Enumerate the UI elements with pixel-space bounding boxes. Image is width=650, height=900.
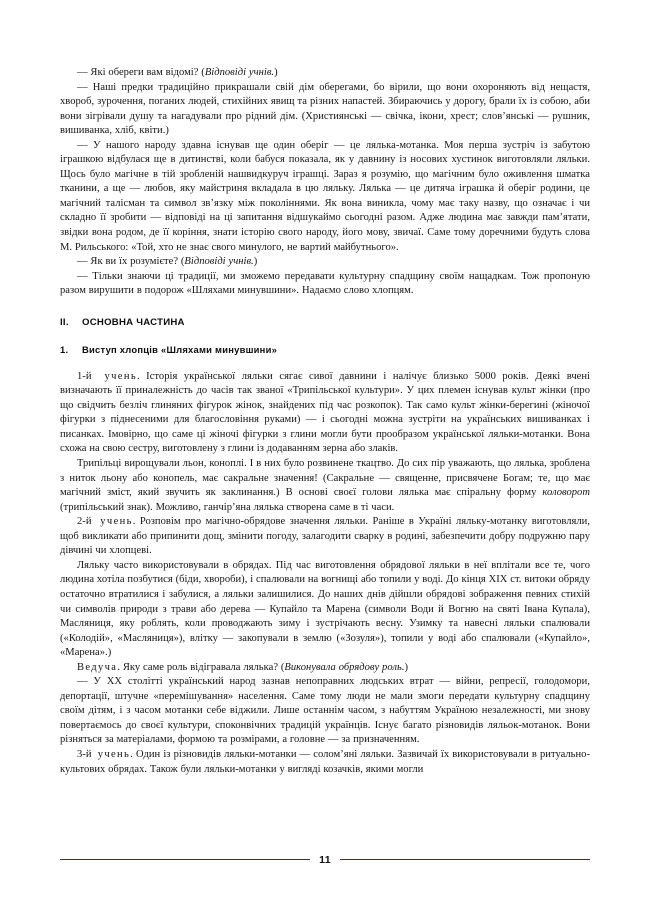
page-number: 11 — [319, 853, 331, 866]
speech-student-2 — [60, 515, 590, 559]
speech-text: Один із різновидів ляльки-мотанки — солом’яні ляльки. Зазвичай їх використовували в ритуально-культових обрядах. Також були ляльки-мотанки у вигляді козачків, якими могли — [60, 748, 591, 775]
speaker-label: учень — [100, 516, 133, 528]
heading-label: Виступ хлопців «Шляхами минувшини» — [82, 343, 278, 355]
speaker-suffix: . — [132, 516, 136, 528]
speech-student-3 — [60, 748, 590, 777]
speech-student-1 — [60, 370, 590, 457]
headings-block — [60, 316, 590, 356]
paragraph-italic: Відповіді учнів. — [184, 256, 254, 268]
heading-label: ОСНОВНА ЧАСТИНА — [82, 316, 185, 328]
paragraph-tail: (трипільський знак). Можливо, ганчір’яна лялька створена саме в ті часи. — [60, 501, 395, 513]
speaker-label: учень — [97, 748, 131, 760]
paragraph-question-2 — [60, 255, 590, 270]
paragraph-amulets: — Наші предки традиційно прикрашали свій дім оберегами, бо вірили, що вони охороняють від нещастя, хвороб, зурочення, поганих людей, стихійних явищ та різних напастей. Збираючись у дорогу, брали їх із собою, аби вони зігрівали душу та нагадували про рідний дім. (Християнські — свічка, ікони, хрест; слов’янські — рушник, вишиванка, хліб, квіти.) — [60, 81, 590, 137]
footer-rule-left — [60, 859, 310, 860]
speaker-prefix: 2-й — [77, 516, 92, 528]
host-question-text: Яку саме роль відігравала лялька? ( — [119, 661, 285, 673]
paragraph-20th-century: — У XX столітті український народ зазнав непоправних людських втрат — війни, репресії, голодомори, депортації, штучне «перемішування» населення. Саме тому люди не мали змоги передати культурну спадщину своїм дітям, і з часом мотанки себе віджили. Лише останнім часом, з набуттям Україною незалежності, ми знову повертаємось до своєї культури, споконвічних традицій українців. Існує багато різновидів ляльок-мотанок. Вони різняться за матеріалами, формою та розмірами, а головне — за призначенням. — [60, 676, 590, 746]
paragraph-tail: ) — [404, 661, 409, 673]
speaker-suffix: . — [130, 748, 133, 760]
page-footer — [60, 855, 590, 866]
paragraph-italic: Відповіді учнів. — [204, 67, 275, 78]
heading-main-part — [60, 316, 590, 329]
speaker-label: Ведуча — [77, 661, 118, 673]
heading-boys-performance — [60, 343, 590, 356]
footer-rule-right — [340, 859, 590, 860]
paragraph-tail: ) — [274, 67, 278, 78]
host-answer-italic: Виконувала обрядову роль. — [284, 661, 405, 673]
paragraph-italic: коловорот — [542, 487, 590, 499]
speaker-label: учень — [104, 370, 137, 382]
heading-number: II. — [60, 316, 69, 328]
paragraph-rituals: Ляльку часто використовували в обрядах. Під час виготовлення обрядової ляльки в неї вплітали все те, чого людина хотіла позбутися (біди, хвороби), і спалювали на вогнищі або топили у воді. До кінця XIX ст. витоки обряду остаточно втратилися і забулися, а ляльки залишилися. До наших днів дійшли обрядові зображення певних стихій чи символів природи з трави або дерева — Купайло та Марена (символи Води й Вогню на святі Івана Купала), Масляниця, яку роблять, коли проводжають зиму і зустрічають весну. Узимку та навесні ляльки спалювали («Колодій», «Масляниця»), влітку — закопували в землю («Зозуля»), топили у воді або спалювали («Купайло», «Марена».) — [60, 559, 590, 659]
speaker-prefix: 1-й — [77, 370, 92, 382]
speaker-suffix: . — [137, 370, 140, 382]
paragraph-trypillians — [60, 457, 590, 515]
speech-text: Розповім про магічно-обрядове значення ляльки. Раніше в Україні ляльку-мотанку виготовляли, щоб викликати або припинити дощ, змінити погоду, залагодити сварку в родині, забезпечити добру подружню пару дівчині чи хлопцеві. — [60, 516, 590, 557]
speaker-prefix: 3-й — [77, 748, 92, 760]
paragraph-lead: — Які обереги вам відомі? ( — [77, 67, 205, 78]
paragraph-question-1 — [60, 66, 590, 81]
host-question — [60, 661, 590, 676]
paragraph-lead: Трипільці вирощували льон, коноплі. І в них було розвинене ткацтво. До сих пір уважають, що лялька, зроблена з ниток льону або конопель, має сакральне значення! (Сакральне — священне, присвячене Богам; те, що має магічний зміст, який звучить як заклинання.) В основі своєї голови лялька має спіральну форму — [60, 458, 590, 499]
speaker-suffix: . — [117, 661, 120, 673]
page-content — [60, 66, 590, 777]
paragraph-traditions: — Тільки знаючи ці традиції, ми зможемо передавати культурну спадщину своїм нащадкам. Тож пропоную разом вирушити в подорож «Шляхами минувшини». Надаємо слово хлопцям. — [60, 270, 590, 297]
heading-number: 1. — [60, 343, 69, 355]
speech-text: Історія української ляльки сягає сивої давнини і налічує близько 5000 років. Деякі вчені визначають її приналежність до часів так званої «Трипільської культури». У цих племен існував культ жінки (про що свідчить безліч глиняних фігурок жінок, знайдених під час розкопок). Так само культ жінки-берегині (жіночої фігурки з піднесеними для благословіння руками) — і сьогодні можна зустріти на українських вишиванках і писанках. Імовірно, що саме ці жіночі фігурки з глини могли бути прообразом української ляльки-мотанки. Вона схожа на свою сестру, виготовлену з глини із додаванням зерна або злаків. — [60, 370, 590, 455]
paragraph-tail: ) — [253, 256, 258, 268]
paragraph-motanka-intro: — У нашого народу здавна існував ще один оберіг — це лялька-мотанка. Моя перша зустріч із забутою іграшкою відбулася ще в дитинстві, коли бабуся показала, як у давнину із носових хустинок виготовляли ляльки. Щось було магічне в тій зробленій нашвидкуруч іграшці. Зараз я розумію, що магічним було оживлення шматка тканини, а ще — любов, яку майстриня вкладала в цю ляльку. Лялька — це дитяча іграшка й оберіг родини, це магічний талісман та символ зв’язку між поколіннями. Як вона виникла, чому має таку назву, що означає і чи складно її зробити — відповіді на ці запитання відшукаймо сьогодні разом. Адже людина має завжди пам’ятати, звідки вона родом, де її коріння, знати історію свого народу, його мову, звичаї. Саме тому доречними будуть слова М. Рильського: «Той, хто не знає свого минулого, не вартий майбутнього». — [60, 139, 590, 253]
paragraph-lead: — Як ви їх розумієте? ( — [77, 256, 185, 268]
